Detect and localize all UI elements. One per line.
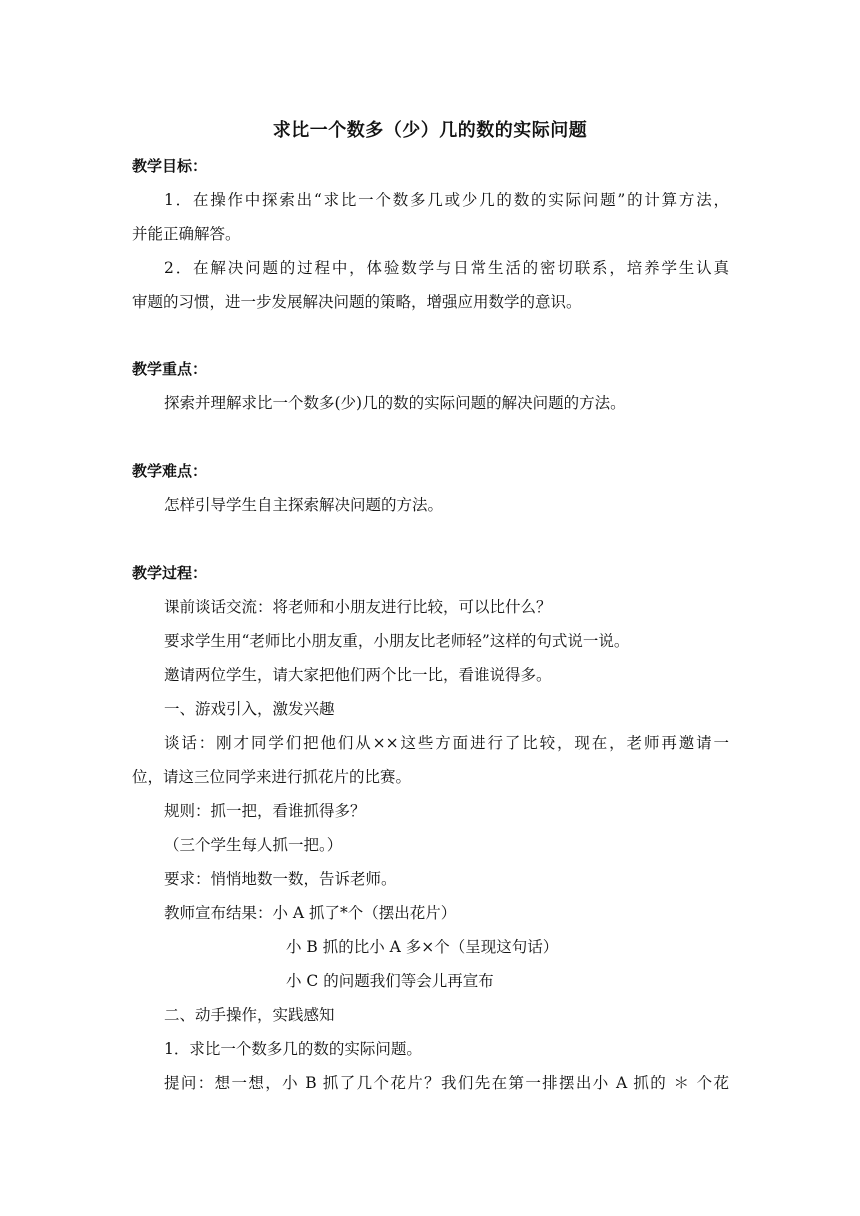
- process-line-5: 谈话：刚才同学们把他们从××这些方面进行了比较，现在，老师再邀请一: [164, 734, 729, 752]
- document-title: 求比一个数多（少）几的数的实际问题: [272, 120, 588, 141]
- process-line-15: 提问：想一想，小 B 抓了几个花片？我们先在第一排摆出小 A 抓的 ＊ 个花: [164, 1074, 729, 1092]
- process-line-6: 位，请这三位同学来进行抓花片的比赛。: [132, 768, 412, 786]
- key-points-line1: 探索并理解求比一个数多(少)几的数的实际问题的解决问题的方法。: [164, 394, 626, 412]
- process-line-13: 二、动手操作，实践感知: [164, 1006, 335, 1024]
- objectives-p2-line1: 2．在解决问题的过程中，体验数学与日常生活的密切联系，培养学生认真: [164, 259, 729, 277]
- process-line-9: 要求：悄悄地数一数，告诉老师。: [164, 870, 397, 888]
- process-line-4: 一、游戏引入，激发兴趣: [164, 700, 335, 718]
- difficulties-line1: 怎样引导学生自主探索解决问题的方法。: [164, 496, 444, 514]
- process-line-7: 规则：抓一把，看谁抓得多？: [164, 802, 366, 820]
- process-line-2: 要求学生用“老师比小朋友重，小朋友比老师轻”这样的句式说一说。: [164, 632, 630, 650]
- process-line-1: 课前谈话交流：将老师和小朋友进行比较，可以比什么？: [164, 598, 552, 616]
- objectives-p2-line2: 审题的习惯，进一步发展解决问题的策略，增强应用数学的意识。: [132, 293, 582, 311]
- process-line-11: 小 B 抓的比小 A 多×个（呈现这句话）: [286, 938, 559, 956]
- objectives-p1-line2: 并能正确解答。: [132, 225, 241, 243]
- objectives-p1-line1: 1．在操作中探索出“求比一个数多几或少几的数的实际问题”的计算方法，: [164, 191, 729, 209]
- objectives-heading: 教学目标：: [132, 157, 208, 175]
- key-points-heading: 教学重点：: [132, 360, 208, 378]
- process-line-12: 小 C 的问题我们等会儿再宣布: [286, 972, 494, 990]
- process-line-3: 邀请两位学生，请大家把他们两个比一比，看谁说得多。: [164, 666, 552, 684]
- difficulties-heading: 教学难点：: [132, 462, 208, 480]
- process-heading: 教学过程：: [132, 564, 208, 582]
- process-line-14: 1．求比一个数多几的数的实际问题。: [164, 1040, 422, 1058]
- process-line-8: （三个学生每人抓一把。）: [164, 836, 343, 854]
- process-line-10: 教师宣布结果：小 A 抓了*个（摆出花片）: [164, 904, 457, 922]
